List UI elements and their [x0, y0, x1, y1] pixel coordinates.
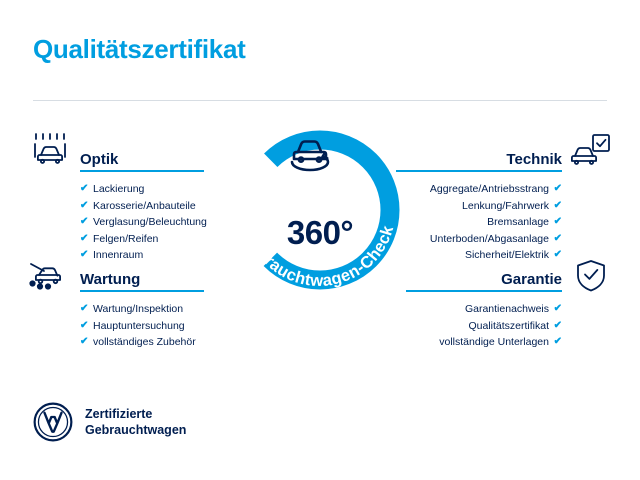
section-rule-wartung [80, 290, 204, 292]
section-title-technik: Technik [506, 151, 562, 168]
list-item [80, 318, 204, 335]
check-icon: ✔ [553, 183, 562, 194]
section-items-wartung [80, 301, 204, 351]
footer-line-1: Zertifizierte [85, 407, 153, 421]
check-icon: ✔ [553, 232, 562, 244]
badge-ring-label: Gebrauchtwagen-Check [243, 223, 398, 291]
section-title-optik: Optik [80, 151, 119, 168]
section-title-garantie: Garantie [501, 271, 562, 288]
check-icon: ✔ [553, 319, 562, 331]
check-icon: ✔ [80, 319, 89, 331]
footer-line-2: Gebrauchtwagen [85, 423, 187, 437]
check-icon: ✔ [553, 199, 562, 211]
section-garantie [406, 266, 562, 351]
list-item-label: Garantienachweis [464, 303, 549, 315]
car-lift-icon [28, 259, 72, 296]
check-icon: ✔ [553, 216, 562, 227]
check-icon: ✔ [80, 199, 89, 211]
list-item [396, 198, 562, 215]
section-header-garantie [406, 266, 562, 292]
list-item [80, 301, 204, 318]
badge-value: 360° [286, 214, 354, 251]
list-item [80, 334, 204, 351]
page-title: Qualitätszertifikat [33, 34, 246, 64]
section-optik [80, 146, 207, 264]
list-item-label: Qualitätszertifikat [468, 319, 549, 332]
title-divider [33, 100, 607, 101]
center-badge [222, 112, 418, 308]
list-item-label: Felgen/Reifen [93, 232, 159, 245]
section-technik [396, 146, 562, 264]
check-icon: ✔ [553, 336, 562, 347]
section-items-technik [396, 181, 562, 264]
list-item [396, 181, 562, 198]
list-item-label: Sicherheit/Elektrik [464, 249, 549, 261]
list-item [396, 247, 562, 264]
footer-text [85, 406, 186, 438]
vw-logo [33, 402, 73, 442]
list-item [406, 318, 562, 335]
shield-check-icon [573, 259, 609, 298]
list-item-label: Unterboden/Abgasanlage [429, 232, 549, 245]
check-icon: ✔ [80, 183, 89, 194]
list-item-label: Karosserie/Anbauteile [93, 199, 196, 212]
list-item [396, 214, 562, 231]
section-wartung [80, 266, 204, 351]
list-item-label: Lackierung [93, 183, 145, 195]
car-wash-icon [28, 133, 72, 172]
list-item [396, 231, 562, 248]
list-item-label: Bremsanlage [487, 216, 549, 228]
list-item-label: vollständiges Zubehör [93, 336, 196, 348]
badge-ring [222, 112, 418, 308]
check-icon: ✔ [80, 303, 89, 314]
check-icon: ✔ [80, 216, 89, 227]
check-icon: ✔ [80, 232, 89, 244]
section-items-optik [80, 181, 207, 264]
section-rule-technik [396, 170, 562, 172]
check-icon: ✔ [553, 303, 562, 314]
list-item-label: Wartung/Inspektion [93, 303, 184, 315]
list-item-label: vollständige Unterlagen [439, 336, 549, 348]
section-title-wartung: Wartung [80, 271, 141, 288]
list-item-label: Innenraum [93, 249, 144, 261]
section-rule-garantie [406, 290, 562, 292]
check-icon: ✔ [80, 249, 89, 260]
section-header-wartung [80, 266, 204, 292]
list-item-label: Verglasung/Beleuchtung [93, 216, 207, 228]
section-header-technik [396, 146, 562, 172]
section-items-garantie [406, 301, 562, 351]
list-item-label: Aggregate/Antriebsstrang [429, 183, 549, 195]
check-icon: ✔ [80, 336, 89, 347]
list-item [80, 231, 204, 248]
section-rule-optik [80, 170, 204, 172]
list-item-label: Hauptuntersuchung [93, 319, 185, 332]
section-header-optik [80, 146, 204, 172]
list-item-label: Lenkung/Fahrwerk [462, 199, 549, 212]
list-item [80, 214, 207, 231]
footer [33, 402, 186, 442]
car-check-icon [568, 133, 612, 172]
check-icon: ✔ [553, 249, 562, 260]
list-item [406, 334, 562, 351]
list-item [406, 301, 562, 318]
list-item [80, 181, 204, 198]
list-item [80, 198, 204, 215]
list-item [80, 247, 204, 264]
